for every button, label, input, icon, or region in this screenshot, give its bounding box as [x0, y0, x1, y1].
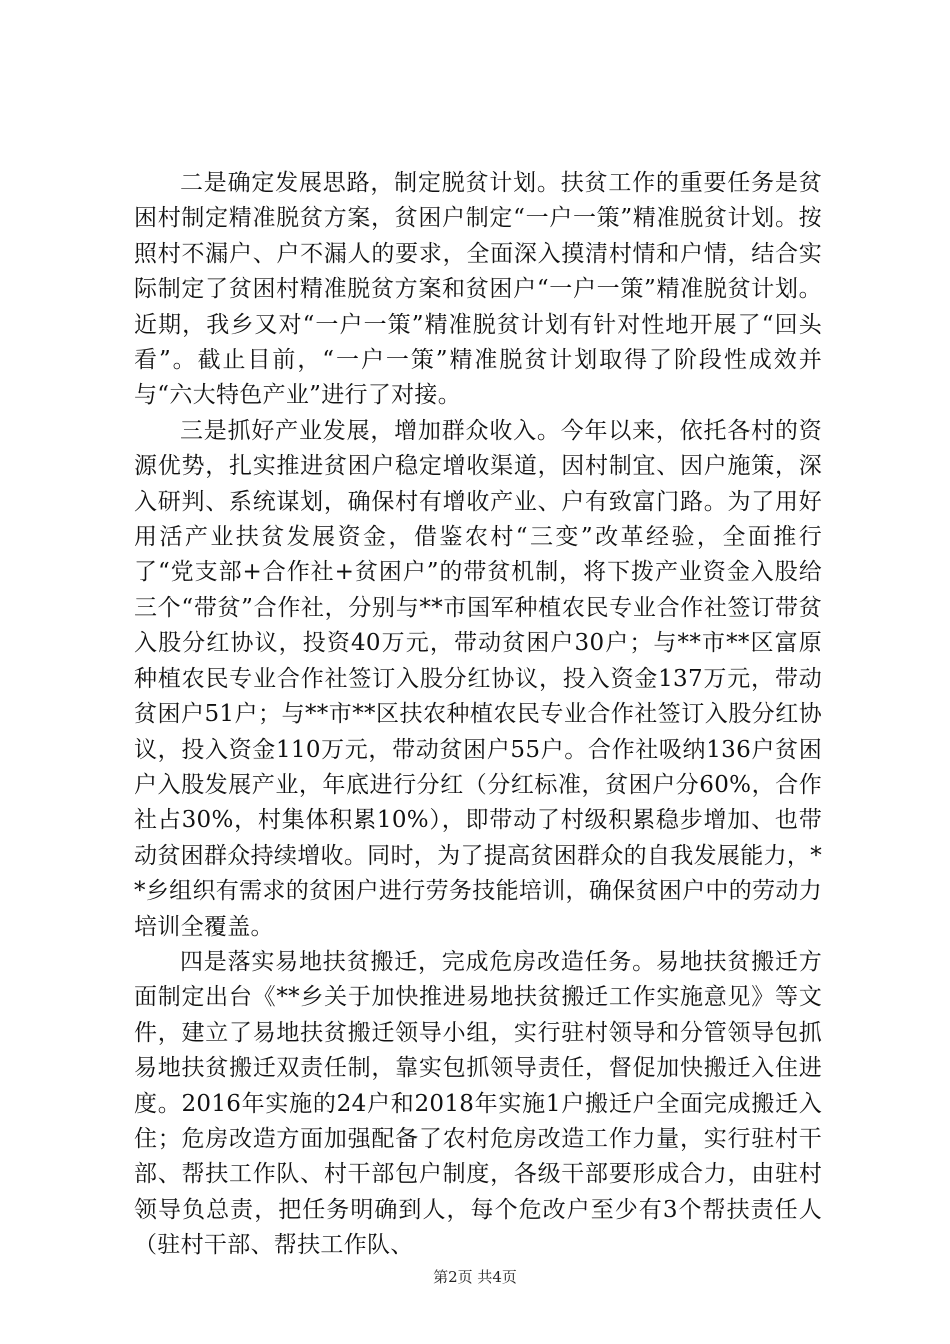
- document-body: [134, 166, 822, 1264]
- paragraph-relocation: 四是落实易地扶贫搬迁，完成危房改造任务。易地扶贫搬迁方面制定出台《**乡关于加快推进易地扶贫搬迁工作实施意见》等文件，建立了易地扶贫搬迁领导小组，实行驻村领导和分管领导包抓易地扶贫搬迁双责任制，靠实包抓领导责任，督促加快搬迁入住进度。2016年实施的24户和2018年实施1户搬迁户全面完成搬迁入住；危房改造方面加强配备了农村危房改造工作力量，实行驻村干部、帮扶工作队、村干部包户制度，各级干部要形成合力，由驻村领导负总责，把任务明确到人，每个危改户至少有3个帮扶责任人（驻村干部、帮扶工作队、: [134, 948, 822, 1259]
- paragraph-industry: 三是抓好产业发展，增加群众收入。今年以来，依托各村的资源优势，扎实推进贫困户稳定增收渠道，因村制宜、因户施策，深入研判、系统谋划，确保村有增收产业、户有致富门路。为了用好用活产业扶贫发展资金，借鉴农村“三变”改革经验，全面推行了“党支部+合作社+贫困户”的带贫机制，将下拨产业资金入股给三个“带贫”合作社，分别与**市国军种植农民专业合作社签订带贫入股分红协议，投资40万元，带动贫困户30户；与**市**区富原种植农民专业合作社签订入股分红协议，投入资金137万元，带动贫困户51户；与**市**区扶农种植农民专业合作社签订入股分红协议，投入资金110万元，带动贫困户55户。合作社吸纳136户贫困户入股发展产业，年底进行分红（分红标准，贫困户分60%，合作社占30%，村集体积累10%），即带动了村级积累稳步增加、也带动贫困群众持续增收。同时，为了提高贫困群众的自我发展能力，**乡组织有需求的贫困户进行劳务技能培训，确保贫困户中的劳动力培训全覆盖。: [134, 417, 822, 940]
- paragraph-plan: 二是确定发展思路，制定脱贫计划。扶贫工作的重要任务是贫困村制定精准脱贫方案，贫困户制定“一户一策”精准脱贫计划。按照村不漏户、户不漏人的要求，全面深入摸清村情和户情，结合实际制定了贫困村精准脱贫方案和贫困户“一户一策”精准脱贫计划。近期，我乡又对“一户一策”精准脱贫计划有针对性地开展了“回头看”。截止目前，“一户一策”精准脱贫计划取得了阶段性成效并与“六大特色产业”进行了对接。: [134, 170, 822, 409]
- page-footer: 第2页 共4页: [433, 1268, 517, 1286]
